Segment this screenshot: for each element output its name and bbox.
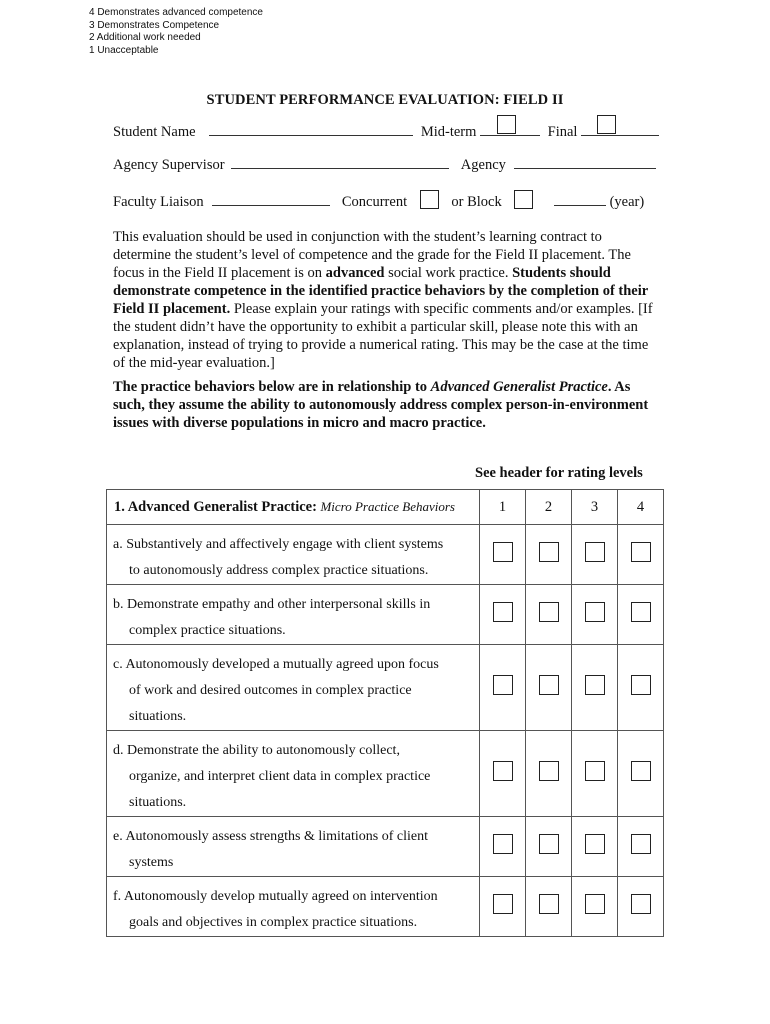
legend-item-2: 2 Additional work needed — [89, 32, 201, 43]
practice-behavior — [107, 731, 480, 817]
rating-2-checkbox[interactable] — [539, 761, 559, 781]
page-title: STUDENT PERFORMANCE EVALUATION: FIELD II — [206, 92, 564, 108]
behavior-text: c. Autonomously developed a mutually agreed upon focus — [113, 657, 439, 672]
rating-1-checkbox[interactable] — [493, 761, 513, 781]
table-heading: 1. Advanced Generalist Practice: Micro Practice Behaviors — [107, 490, 480, 525]
rating-cell-4 — [618, 817, 664, 877]
agency-supervisor-label: Agency Supervisor — [113, 157, 225, 173]
practice-behavior — [107, 525, 480, 585]
or-block-label: or Block — [451, 194, 502, 210]
practice-behavior — [107, 645, 480, 731]
rating-cell-3 — [572, 645, 618, 731]
behavior-text: a. Substantively and affectively engage with client systems — [113, 537, 444, 552]
midterm-label: Mid-term — [420, 124, 477, 140]
rating-4-checkbox[interactable] — [631, 542, 651, 562]
rating-2-checkbox[interactable] — [539, 602, 559, 622]
midterm-line — [480, 123, 540, 136]
behavior-text: f. Autonomously develop mutually agreed on intervention — [113, 889, 438, 904]
behavior-text: b. Demonstrate empathy and other interpersonal skills in — [113, 597, 431, 612]
rating-1-header: 1 — [480, 490, 526, 525]
supervisor-row — [113, 156, 656, 174]
rating-cell-3 — [572, 877, 618, 937]
rating-4-checkbox[interactable] — [631, 761, 651, 781]
rating-1-checkbox[interactable] — [493, 602, 513, 622]
rating-cell-1 — [480, 525, 526, 585]
rating-1-checkbox[interactable] — [493, 894, 513, 914]
rating-2-checkbox[interactable] — [539, 542, 559, 562]
table-header-row — [107, 490, 664, 525]
table-row — [107, 585, 664, 645]
faculty-liaison-label: Faculty Liaison — [113, 194, 204, 210]
behavior-text-cont: situations. — [129, 795, 187, 810]
rating-cell-1 — [480, 817, 526, 877]
behavior-text-cont: goals and objectives in complex practice situations. — [129, 915, 418, 930]
rating-cell-2 — [526, 731, 572, 817]
rating-4-checkbox[interactable] — [631, 675, 651, 695]
rating-2-header: 2 — [526, 490, 572, 525]
rating-cell-1 — [480, 585, 526, 645]
rating-3-checkbox[interactable] — [585, 675, 605, 695]
student-name-field[interactable] — [209, 123, 413, 136]
midterm-checkbox[interactable] — [497, 115, 516, 134]
rating-2-checkbox[interactable] — [539, 894, 559, 914]
rating-note: See header for rating levels — [475, 465, 643, 481]
rating-cell-4 — [618, 645, 664, 731]
rating-cell-2 — [526, 645, 572, 731]
rating-3-checkbox[interactable] — [585, 894, 605, 914]
behavior-text-cont: of work and desired outcomes in complex practice — [129, 683, 412, 698]
agency-supervisor-field[interactable] — [231, 156, 449, 169]
legend-item-1: 1 Unacceptable — [89, 44, 159, 56]
behavior-text: e. Autonomously assess strengths & limitations of client — [113, 829, 428, 844]
rating-3-checkbox[interactable] — [585, 542, 605, 562]
rating-1-checkbox[interactable] — [493, 834, 513, 854]
final-checkbox[interactable] — [597, 115, 616, 134]
rating-cell-2 — [526, 585, 572, 645]
rating-4-header: 4 — [618, 490, 664, 525]
rating-1-checkbox[interactable] — [493, 675, 513, 695]
behavior-text-cont: to autonomously address complex practice situations. — [129, 563, 429, 578]
rating-legend — [89, 7, 263, 57]
practice-behavior — [107, 877, 480, 937]
table-row — [107, 645, 664, 731]
practice-note-paragraph: The practice behaviors below are in relationship to Advanced Generalist Practice. As such, they assume the ability to autonomously address complex person-in-environment issues with diverse populations in micro and macro practice. — [113, 379, 649, 431]
legend-item-3: 3 Demonstrates Competence — [89, 19, 220, 31]
final-line — [581, 123, 659, 136]
legend-item-4: 4 Demonstrates advanced competence — [89, 7, 263, 18]
behavior-text-cont: situations. — [129, 709, 187, 724]
rating-cell-4 — [618, 585, 664, 645]
rating-2-checkbox[interactable] — [539, 834, 559, 854]
rating-4-checkbox[interactable] — [631, 894, 651, 914]
practice-behavior — [107, 585, 480, 645]
agency-field[interactable] — [514, 156, 656, 169]
table-row — [107, 731, 664, 817]
rating-cell-2 — [526, 525, 572, 585]
micro-practice-table — [106, 489, 664, 937]
rating-cell-4 — [618, 525, 664, 585]
behavior-text-cont: complex practice situations. — [129, 623, 286, 638]
rating-cell-3 — [572, 731, 618, 817]
rating-1-checkbox[interactable] — [493, 542, 513, 562]
behavior-text-cont: organize, and interpret client data in complex practice — [129, 769, 431, 784]
rating-cell-1 — [480, 731, 526, 817]
concurrent-label: Concurrent — [341, 194, 408, 210]
table-row — [107, 525, 664, 585]
student-info-row — [113, 123, 659, 141]
behavior-text-cont: systems — [129, 855, 174, 870]
rating-3-checkbox[interactable] — [585, 602, 605, 622]
rating-cell-3 — [572, 817, 618, 877]
intro-paragraph: This evaluation should be used in conjunction with the student’s learning contract to determine the student’s level of competence and the grade for the Field II placement. The focus in the Field II placement is on advanced social work practice. Students should demonstrate competence in the identified practice behaviors by the completion of their Field II placement. Please explain your ratings with specific comments and/or examples. [If the student didn’t have the opportunity to exhibit a particular skill, please note this with an explanation, instead of trying to provide a numerical rating. This may be the case at the time of the mid-year evaluation.] — [113, 229, 653, 371]
rating-3-header: 3 — [572, 490, 618, 525]
concurrent-checkbox[interactable] — [420, 190, 439, 209]
rating-2-checkbox[interactable] — [539, 675, 559, 695]
table-row — [107, 817, 664, 877]
rating-cell-1 — [480, 645, 526, 731]
table-row — [107, 877, 664, 937]
rating-cell-2 — [526, 817, 572, 877]
rating-cell-1 — [480, 877, 526, 937]
rating-3-checkbox[interactable] — [585, 761, 605, 781]
rating-cell-3 — [572, 525, 618, 585]
practice-behavior — [107, 817, 480, 877]
faculty-liaison-field[interactable] — [212, 193, 330, 206]
liaison-row — [113, 190, 644, 211]
block-checkbox[interactable] — [514, 190, 533, 209]
rating-3-checkbox[interactable] — [585, 834, 605, 854]
student-name-label: Student Name — [113, 124, 196, 140]
rating-4-checkbox[interactable] — [631, 834, 651, 854]
rating-4-checkbox[interactable] — [631, 602, 651, 622]
rating-cell-2 — [526, 877, 572, 937]
agency-label: Agency — [460, 157, 506, 173]
year-label: (year) — [609, 194, 645, 210]
rating-cell-4 — [618, 877, 664, 937]
final-label: Final — [547, 124, 578, 140]
behavior-text: d. Demonstrate the ability to autonomously collect, — [113, 743, 400, 758]
rating-cell-3 — [572, 585, 618, 645]
rating-cell-4 — [618, 731, 664, 817]
year-field[interactable] — [554, 193, 606, 206]
